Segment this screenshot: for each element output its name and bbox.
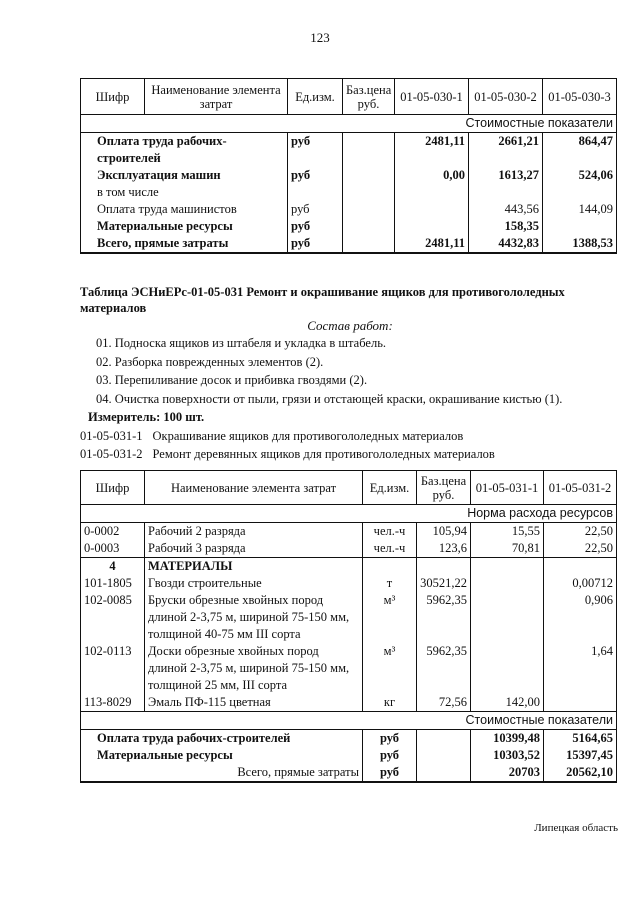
header-code: Шифр [81,471,145,505]
row-code: 4 [81,558,145,576]
row-name: Эмаль ПФ-115 цветная [145,694,363,712]
row-value-1: 70,81 [471,540,544,558]
row-name: Рабочий 2 разряда [145,523,363,541]
row-value-2: 0,00712 [544,575,617,592]
row-value-2: 22,50 [544,540,617,558]
header-unit: Ед.изм. [363,471,417,505]
code-description: Ремонт деревянных ящиков для противогололедных материалов [152,447,495,461]
row-value-2: 4432,83 [469,235,543,253]
row-value-3: 864,47 [543,133,617,168]
row-base-price: 123,6 [417,540,471,558]
header-name: Наименование элемента затрат [145,471,363,505]
row-code: 0-0003 [81,540,145,558]
header-col-2: 01-05-030-2 [469,79,543,115]
row-base-price: 5962,35 [417,592,471,643]
work-item: 03. Перепиливание досок и прибивка гвоздями (2). [96,373,368,387]
row-unit: кг [363,694,417,712]
code-number: 01-05-031-2 [80,447,143,461]
row-name: Материальные ресурсы [81,747,363,764]
table-row [81,540,617,558]
code-description: Окрашивание ящиков для противогололедных материалов [152,429,464,443]
work-item: 01. Подноска ящиков из штабеля и укладка в штабель. [96,336,387,350]
table-row [81,764,617,782]
code-number: 01-05-031-1 [80,429,143,443]
row-value-1: 15,55 [471,523,544,541]
row-name: Эксплуатация машин [81,167,288,184]
row-value-2: 20562,10 [544,764,617,782]
row-name: Оплата труда рабочих-строителей [81,730,363,748]
row-value-1: 2481,11 [395,235,469,253]
table-row [81,523,617,541]
row-unit: чел.-ч [363,523,417,541]
header-col-3: 01-05-030-3 [543,79,617,115]
row-base-price: 5962,35 [417,643,471,694]
row-unit: руб [363,764,417,782]
row-value-1 [395,218,469,235]
row-name: Всего, прямые затраты [81,235,288,253]
table-row [81,558,617,576]
row-value-1: 142,00 [471,694,544,712]
row-value-2: 158,35 [469,218,543,235]
row-unit: м³ [363,592,417,643]
page-number: 123 [310,30,330,45]
row-value-2: 2661,21 [469,133,543,168]
row-value-2: 15397,45 [544,747,617,764]
resource-norms-caption: Норма расхода ресурсов [81,505,617,523]
section-title: Таблица ЭСНиЕРс-01-05-031 Ремонт и окрашивание ящиков для противогололедных материалов [80,285,565,315]
row-unit: м³ [363,643,417,694]
row-base-price: 105,94 [417,523,471,541]
row-value-2: 22,50 [544,523,617,541]
row-value-2: 5164,65 [544,730,617,748]
row-name: Всего, прямые затраты [81,764,363,782]
row-unit: т [363,575,417,592]
row-value-2: 0,906 [544,592,617,643]
table-row [81,218,617,235]
row-value-1 [471,575,544,592]
header-name: Наименование элемента затрат [145,79,288,115]
row-unit: руб [363,730,417,748]
row-value-2: 1,64 [544,643,617,694]
header-base-price: Баз.цена руб. [417,471,471,505]
row-name: Бруски обрезные хвойных пород длиной 2-3,75 м, шириной 75-150 мм, толщиной 40-75 мм III сорта [145,592,363,643]
table-row [81,235,617,253]
table-row [81,643,617,694]
row-name: МАТЕРИАЛЫ [145,558,363,576]
header-col-1: 01-05-031-1 [471,471,544,505]
row-value-1: 20703 [471,764,544,782]
region-footer: Липецкая область [534,822,618,834]
measure-unit: Измеритель: 100 шт. [88,410,205,424]
cost-indicators-caption: Стоимостные показатели [81,712,617,730]
table-row [81,575,617,592]
row-name: Оплата труда рабочих-строителей [81,133,288,168]
table-row [81,592,617,643]
row-value-3: 1388,53 [543,235,617,253]
row-unit: руб [288,201,343,218]
work-item: 02. Разборка поврежденных элементов (2). [96,355,324,369]
row-name: Гвозди строительные [145,575,363,592]
row-name: Доски обрезные хвойных пород длиной 2-3,75 м, шириной 75-150 мм, толщиной 25 мм, III сорта [145,643,363,694]
row-value-1 [471,592,544,643]
row-unit: руб [288,235,343,253]
cost-table-030 [80,78,617,254]
header-code: Шифр [81,79,145,115]
row-value-1: 10399,48 [471,730,544,748]
row-unit: чел.-ч [363,540,417,558]
table-row [81,201,617,218]
row-code: 102-0085 [81,592,145,643]
row-code: 113-8029 [81,694,145,712]
row-value-1: 0,00 [395,167,469,184]
row-base-price: 72,56 [417,694,471,712]
resource-table-031 [80,470,617,783]
row-name: Материальные ресурсы [81,218,288,235]
header-unit: Ед.изм. [288,79,343,115]
composition-heading: Состав работ: [307,318,393,333]
row-name: в том числе [81,184,288,201]
row-name: Рабочий 3 разряда [145,540,363,558]
row-unit: руб [288,133,343,168]
row-value-2: 1613,27 [469,167,543,184]
code-line [80,429,463,444]
table-row [81,730,617,748]
row-value-1: 2481,11 [395,133,469,168]
table-row [81,747,617,764]
header-base-price: Баз.цена руб. [343,79,395,115]
code-line [80,447,495,462]
table-row [81,694,617,712]
table-row [81,167,617,184]
header-col-1: 01-05-030-1 [395,79,469,115]
row-code: 0-0002 [81,523,145,541]
row-unit: руб [288,218,343,235]
table-row [81,184,617,201]
row-name: Оплата труда машинистов [81,201,288,218]
row-unit: руб [288,167,343,184]
table-row [81,133,617,168]
row-value-1 [395,201,469,218]
cost-indicators-caption: Стоимостные показатели [81,115,617,133]
row-value-3: 524,06 [543,167,617,184]
row-value-3 [543,218,617,235]
row-value-1: 10303,52 [471,747,544,764]
row-value-1 [471,643,544,694]
row-unit: руб [363,747,417,764]
work-item: 04. Очистка поверхности от пыли, грязи и отстающей краски, окрашивание кистью (1). [96,392,563,406]
row-value-3: 144,09 [543,201,617,218]
row-value-2: 443,56 [469,201,543,218]
row-code: 102-0113 [81,643,145,694]
row-base-price: 30521,22 [417,575,471,592]
row-code: 101-1805 [81,575,145,592]
row-value-2 [544,694,617,712]
header-col-2: 01-05-031-2 [544,471,617,505]
